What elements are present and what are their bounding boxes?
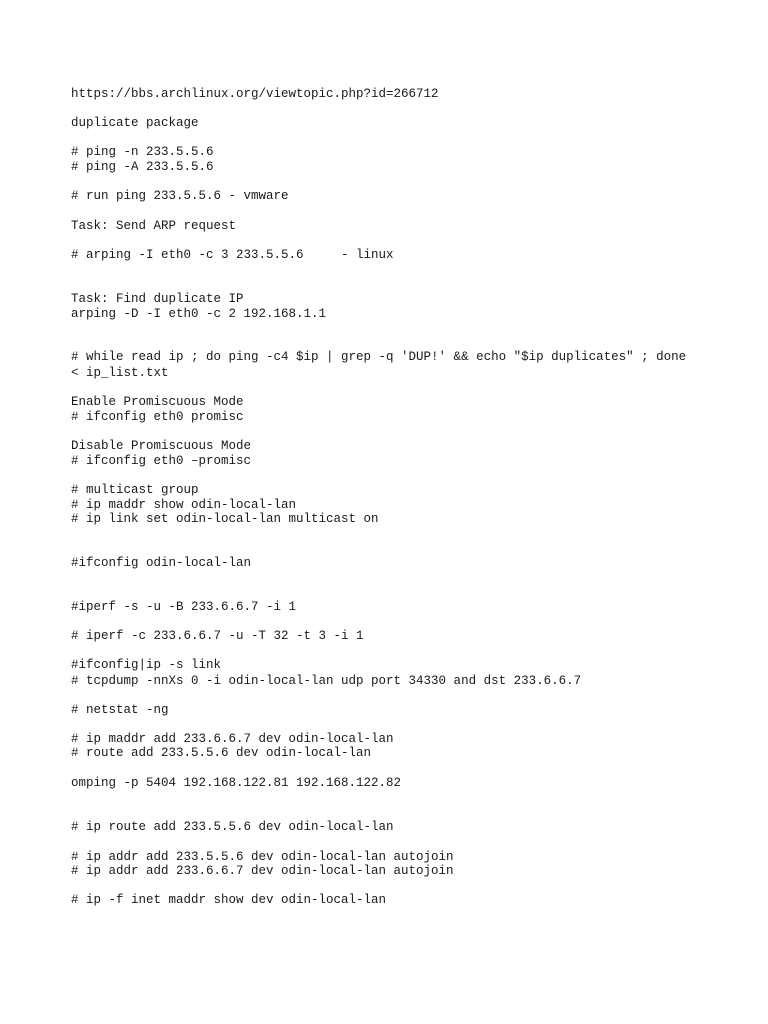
- command-line: arping -D -I eth0 -c 2 192.168.1.1: [71, 307, 327, 321]
- command-line: #iperf -s -u -B 233.6.6.7 -i 1: [71, 600, 297, 614]
- command-line: # ip link set odin-local-lan multicast on: [71, 512, 379, 526]
- task-heading: Task: Send ARP request: [71, 219, 237, 233]
- command-line: # ip route add 233.5.5.6 dev odin-local-lan: [71, 820, 394, 834]
- command-line: #ifconfig|ip -s link: [71, 658, 222, 672]
- command-line: # route add 233.5.5.6 dev odin-local-lan: [71, 746, 372, 760]
- note-duplicate-package: duplicate package: [71, 116, 199, 130]
- archlinux-forum-link: https://bbs.archlinux.org/viewtopic.php?id=266712: [71, 87, 439, 101]
- command-line: # arping -I eth0 -c 3 233.5.5.6 - linux: [71, 248, 394, 262]
- command-line: # ip maddr add 233.6.6.7 dev odin-local-lan: [71, 732, 394, 746]
- command-line: # iperf -c 233.6.6.7 -u -T 32 -t 3 -i 1: [71, 629, 364, 643]
- section-heading: Disable Promiscuous Mode: [71, 439, 252, 453]
- task-heading: Task: Find duplicate IP: [71, 292, 244, 306]
- command-line: omping -p 5404 192.168.122.81 192.168.122.82: [71, 776, 402, 790]
- command-line: # ip addr add 233.6.6.7 dev odin-local-lan autojoin: [71, 864, 454, 878]
- command-line: # ping -n 233.5.5.6: [71, 145, 214, 159]
- command-line: # netstat -ng: [71, 703, 169, 717]
- command-line: # ip addr add 233.5.5.6 dev odin-local-lan autojoin: [71, 850, 454, 864]
- command-line: # ping -A 233.5.5.6: [71, 160, 214, 174]
- command-line: # while read ip ; do ping -c4 $ip | grep -q 'DUP!' && echo "$ip duplicates" ; done: [71, 350, 687, 364]
- command-line: # ifconfig eth0 –promisc: [71, 454, 252, 468]
- command-line: # ip -f inet maddr show dev odin-local-lan: [71, 893, 387, 907]
- command-line: # run ping 233.5.5.6 - vmware: [71, 189, 289, 203]
- command-line: #ifconfig odin-local-lan: [71, 556, 252, 570]
- command-line: # tcpdump -nnXs 0 -i odin-local-lan udp port 34330 and dst 233.6.6.7: [71, 674, 582, 688]
- command-line: # ip maddr show odin-local-lan: [71, 498, 297, 512]
- command-line: # ifconfig eth0 promisc: [71, 410, 244, 424]
- comment-line: # multicast group: [71, 483, 199, 497]
- section-heading: Enable Promiscuous Mode: [71, 395, 244, 409]
- command-line-continued: < ip_list.txt: [71, 366, 169, 380]
